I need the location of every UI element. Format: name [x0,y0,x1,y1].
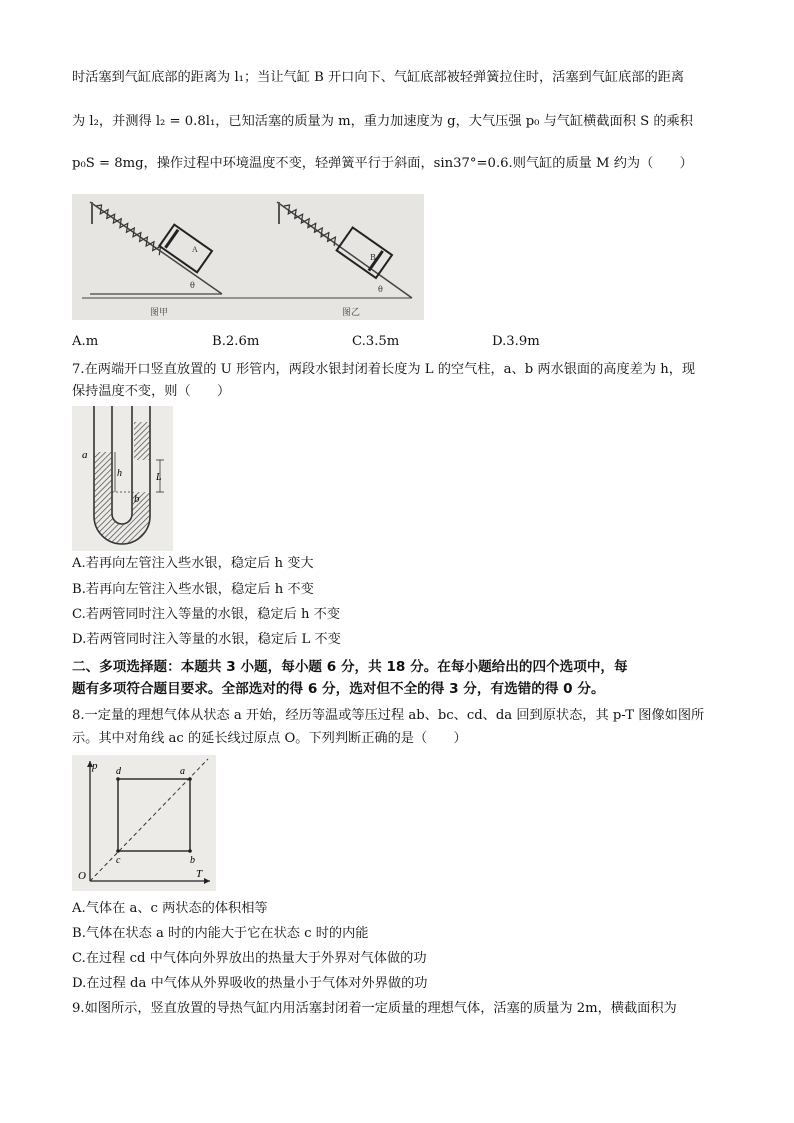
label-h: h [117,468,122,479]
q6-option-d: D.3.9m [492,334,540,349]
point-d [116,777,120,781]
q8-option-c: C.在过程 cd 中气体向外界放出的热量大于外界对气体做的功 [72,951,427,966]
q7-option-c: C.若两管同时注入等量的水银，稳定后 h 不变 [72,607,341,622]
label-a: a [180,766,185,777]
q7-option-a: A.若再向左管注入些水银，稳定后 h 变大 [72,556,314,571]
label-O: O [78,870,86,882]
q7-stem-1: 7.在两端开口竖直放置的 U 形管内，两段水银封闭着长度为 L 的空气柱，a、b 两水银面的高度差为 h，现 [72,362,696,377]
q6-line-1: 时活塞到气缸底部的距离为 l₁；当让气缸 B 开口向下、气缸底部被轻弹簧拉住时，活塞到气缸底部的距离 [72,70,685,85]
label-a: a [82,449,88,461]
label-L: L [156,472,162,483]
label-b: b [190,855,195,866]
q7-u-tube-figure [72,406,173,551]
q8-pT-figure [72,755,216,891]
fig-label-jia: 图甲 [150,308,169,318]
q6-line-3: p₀S = 8mg，操作过程中环境温度不变，轻弹簧平行于斜面，sin37°=0.6.则气缸的质量 M 约为（ ） [72,156,693,171]
label-d: d [116,766,121,777]
mercury-upper [134,422,150,460]
q6-option-a: A.m [72,334,99,349]
angle-right: θ [378,285,383,294]
q8-option-b: B.气体在状态 a 时的内能大于它在状态 c 时的内能 [72,926,369,941]
q8-stem-1: 8.一定量的理想气体从状态 a 开始，经历等温或等压过程 ab、bc、cd、da 回到原状态，其 p-T 图像如图所 [72,708,705,723]
q6-option-b: B.2.6m [212,334,260,349]
point-c [116,849,120,853]
point-b [188,849,192,853]
q8-stem-2: 示。其中对角线 ac 的延长线过原点 O。下列判断正确的是（ ） [72,731,467,746]
section-2-heading-2: 题有多项符合题目要求。全部选对的得 6 分，选对但不全的得 3 分，有选错的得 0 分。 [72,681,605,697]
q8-figure-bg [72,755,216,891]
q8-option-d: D.在过程 da 中气体从外界吸收的热量小于气体对外界做的功 [72,976,428,991]
q7-option-b: B.若再向左管注入些水银，稳定后 h 不变 [72,582,314,597]
point-a [188,777,192,781]
q6-line-2: 为 l₂，并测得 l₂ = 0.8l₁，已知活塞的质量为 m，重力加速度为 g，大气压强 p₀ 与气缸横截面积 S 的乘积 [72,114,693,129]
label-T: T [196,868,203,880]
label-c: c [116,855,121,866]
q6-figure [72,194,424,320]
q6-option-c: C.3.5m [352,334,400,349]
angle-left: θ [190,281,195,290]
label-p: p [92,760,98,772]
q7-option-d: D.若两管同时注入等量的水银，稳定后 L 不变 [72,632,341,647]
q7-stem-2: 保持温度不变，则（ ） [72,384,231,399]
fig-label-yi: 图乙 [342,308,361,318]
section-2-heading-1: 二、多项选择题：本题共 3 小题，每小题 6 分，共 18 分。在每小题给出的四个选项中，每 [72,659,628,675]
q8-option-a: A.气体在 a、c 两状态的体积相等 [72,901,268,916]
label-b: B [370,253,376,262]
label-b: b [134,493,140,505]
label-a: A [192,245,198,254]
q9-stem-1: 9.如图所示，竖直放置的导热气缸内用活塞封闭着一定质量的理想气体，活塞的质量为 2m，横截面积为 [72,1001,677,1016]
